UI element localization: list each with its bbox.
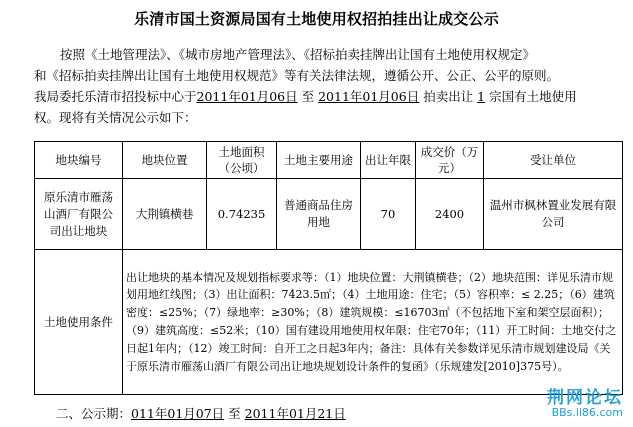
intro-line-3-suffix: 宗国有土地使用 — [485, 89, 577, 104]
intro-line-4: 权。现将有关情况公示如下： — [34, 110, 197, 125]
intro-line-3-prefix: 我局委托乐清市招投标中心于 — [34, 89, 197, 104]
cell-area: 0.74235 — [207, 179, 277, 250]
forum-watermark — [547, 383, 623, 419]
cell-price: 2400 — [416, 179, 484, 250]
publicity-label: 二、公示期： — [56, 406, 132, 421]
publicity-period — [56, 404, 346, 422]
conditions-row — [35, 250, 623, 395]
conditions-text: 出让地块的基本情况及规划指标要求等：（1）地块位置：大荆镇横巷；（2）地块范围：详见乐清市规划用地红线图；（3）出让面积：7423.5㎡；（4）土地用途：住宅；（5）容积率：≤ 2.25；（6）建筑密度：≤25%；（7）绿地率：≥30%；（8）建筑规模：≤16703㎡（不包括地下室和架空层面积）；（9）建筑高度：≤52米；（10）国有建设用地使用权年限：住宅70年；（11）开工时间：土地交付之日起1年内；（12）竣工时间：自开工之日起3年内；备注：具体有关参数详见乐清市规划建设局《关于原乐清市雁荡山酒厂有限公司出让地块规划设计条件的复函》（乐规建发[2010]375号）。 — [123, 250, 623, 395]
cell-parcel-id: 原乐清市雁荡山酒厂有限公司出让地块 — [35, 179, 123, 250]
intro-line-3-to: 至 — [297, 89, 319, 104]
table-header-row — [35, 142, 623, 179]
intro-paragraph — [34, 44, 624, 128]
auction-start-date: 2011年01月06日 — [196, 89, 298, 104]
conditions-label: 土地使用条件 — [35, 250, 123, 395]
intro-line-3-auction: 拍卖出让 — [419, 89, 478, 104]
notice-title: 乐清市国土资源局国有土地使用权招拍挂出让成交公示 — [134, 10, 499, 28]
intro-line-2: 和《招标拍卖挂牌出让国有土地使用权规范》等有关法律法规，遵循公开、公正、公平的原则。 — [34, 68, 560, 83]
header-price: 成交价（万元） — [416, 142, 484, 179]
publicity-end-date: 2011年01月21日 — [244, 406, 346, 421]
header-term: 出让年限 — [361, 142, 416, 179]
table-row — [35, 179, 623, 250]
cell-location: 大荆镇横巷 — [123, 179, 207, 250]
publicity-to: 至 — [224, 406, 245, 421]
transaction-table — [34, 141, 623, 395]
cell-use: 普通商品住房用地 — [277, 179, 361, 250]
header-parcel-id: 地块编号 — [35, 142, 123, 179]
intro-line-3 — [34, 86, 624, 107]
header-location: 地块位置 — [123, 142, 207, 179]
intro-line-1: 按照《土地管理法》、《城市房地产管理法》、《招标拍卖挂牌出让国有土地使用权规定》 — [60, 47, 536, 62]
watermark-logo-text: 荆网论坛 — [547, 388, 623, 408]
cell-term: 70 — [361, 179, 416, 250]
header-buyer: 受让单位 — [484, 142, 623, 179]
watermark-url: BBs.ii86.com — [551, 406, 623, 419]
cell-buyer: 温州市枫林置业发展有限公司 — [484, 179, 623, 250]
header-use: 土地主要用途 — [277, 142, 361, 179]
auction-end-date: 2011年01月06日 — [318, 89, 420, 104]
publicity-start-date: 011年01月07日 — [131, 406, 225, 421]
header-area: 土地面积（公顷） — [207, 142, 277, 179]
parcel-count: 1 — [477, 89, 486, 104]
